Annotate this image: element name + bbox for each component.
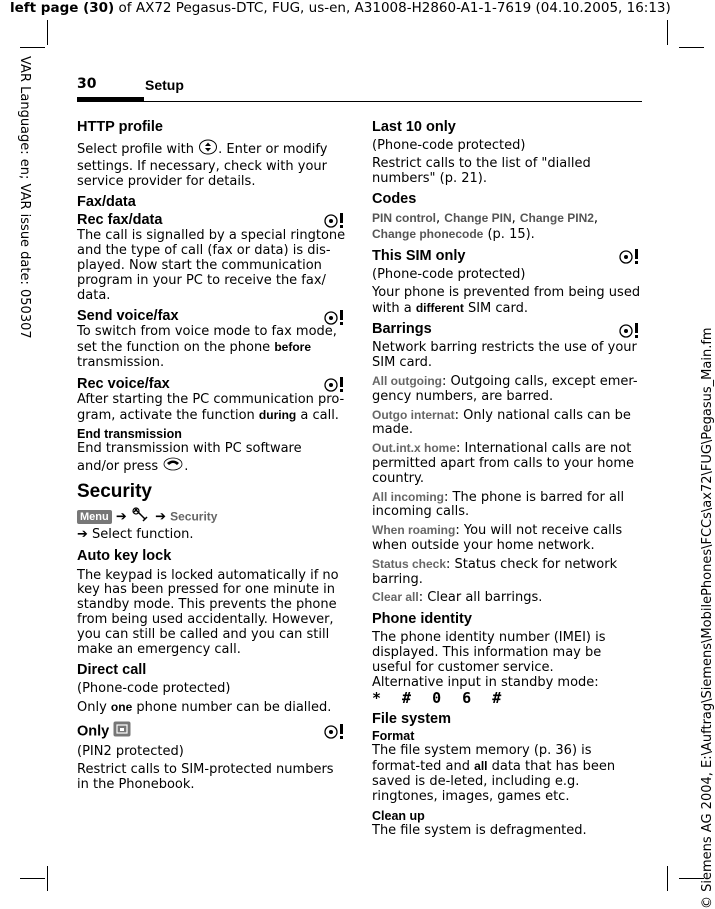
paragraph: After starting the PC communication pro-gram, activate the function during a call.	[77, 391, 345, 423]
barring-item: Clear all: Clear all barrings.	[372, 590, 543, 606]
crop-mark	[47, 866, 48, 891]
paragraph: (Phone-code protected)	[372, 266, 526, 282]
paragraph: Restrict calls to SIM-protected numbers in the Phonebook.	[77, 761, 334, 792]
crop-mark	[679, 47, 704, 48]
paragraph: Only one phone number can be dialled.	[77, 700, 332, 716]
paragraph: The keypad is locked automatically if no key has been pressed for one minute in standby mode. This prevents the phone from being used accidentally. However, you can still be called and you can still make an emergency call.	[77, 567, 339, 657]
heading-format: Format	[372, 729, 415, 744]
right-column	[372, 119, 642, 838]
crop-mark	[20, 878, 45, 879]
heading-this-sim-only: This SIM only	[372, 247, 466, 264]
barring-item: Status check: Status check for network barring.	[372, 556, 618, 587]
heading-codes: Codes	[372, 191, 417, 208]
heading-last-10-only: Last 10 only	[372, 119, 456, 135]
paragraph: Your phone is prevented from being used with a different SIM card.	[372, 284, 641, 316]
sim-card-icon	[113, 721, 131, 742]
nav-key-icon	[198, 139, 218, 160]
crop-mark	[47, 20, 48, 45]
end-call-key-icon	[162, 457, 184, 476]
heading-row	[372, 316, 642, 338]
crop-mark	[667, 20, 668, 45]
barring-item: Out.int.x home: International calls are not permitted apart from calls to your home country.	[372, 441, 635, 486]
barring-item: All outgoing: Outgoing calls, except emer-gency numbers, are barred.	[372, 373, 638, 404]
paragraph: The phone identity number (IMEI) is displayed. This information may be useful for customer service.	[372, 630, 606, 675]
barring-item: Outgo internat: Only national calls can be made.	[372, 407, 631, 438]
heading-row	[77, 211, 347, 229]
paragraph: Restrict calls to the list of "dialled numbers" (p. 21).	[372, 155, 591, 186]
paragraph: Select profile with . Enter or modify settings. If necessary, check with your service provider for details.	[77, 139, 347, 189]
heading-security: Security	[77, 480, 152, 502]
provider-icon	[323, 724, 347, 739]
provider-icon	[618, 249, 642, 264]
heading-rec-fax: Rec fax/data	[77, 212, 163, 229]
paragraph: (PIN2 protected)	[77, 743, 184, 759]
page-number: 30	[77, 76, 97, 92]
paragraph: (Phone-code protected)	[77, 681, 231, 697]
heading-row	[77, 303, 347, 325]
paragraph: (Phone-code protected)	[372, 138, 526, 153]
print-header-info: of AX72 Pegasus-DTC, FUG, us-en, A31008-H2860-A1-1-7619 (04.10.2005, 16:13)	[114, 0, 671, 16]
barring-item: When roaming: You will not receive calls when outside your home network.	[372, 523, 623, 553]
crop-mark	[20, 47, 45, 48]
provider-icon	[323, 213, 347, 228]
print-header	[10, 0, 671, 16]
heading-clean-up: Clean up	[372, 808, 425, 823]
heading-http-profile: HTTP profile	[77, 119, 163, 135]
provider-icon	[323, 377, 347, 392]
heading-phone-identity: Phone identity	[372, 611, 472, 628]
heading-auto-key-lock: Auto key lock	[77, 547, 172, 564]
paragraph: Alternative input in standby mode:	[372, 674, 599, 690]
heading-row	[372, 243, 642, 265]
heading-fax-data: Fax/data	[77, 194, 136, 211]
heading-rec-voice-fax: Rec voice/fax	[77, 375, 170, 392]
heading-direct-call: Direct call	[77, 662, 147, 679]
paragraph: The file system is defragmented.	[372, 822, 587, 838]
paragraph: The file system memory (p. 36) is format-ted and all data that has been saved is de-leted, including e.g. ringtones, images, games etc.	[372, 743, 616, 804]
header-rule	[77, 101, 642, 102]
settings-wrench-icon	[131, 506, 151, 528]
menu-path: Menu ➔ ➔ Security ➔ Select function.	[77, 506, 347, 543]
provider-icon	[618, 322, 642, 337]
heading-end-transmission: End transmission	[77, 427, 182, 442]
paragraph: Network barring restricts the use of your SIM card.	[372, 340, 637, 371]
paragraph: The call is signalled by a special ringtone and the type of call (fax or data) is dis-played. Now start the communication program in your PC to receive the fax/ data.	[77, 228, 346, 303]
paragraph: PIN control, Change PIN, Change PIN2, Change phonecode (p. 15).	[372, 211, 599, 243]
crop-mark	[667, 866, 668, 891]
print-header-page: left page (30)	[10, 0, 115, 16]
heading-row	[77, 721, 347, 742]
running-head: Setup	[145, 77, 184, 93]
heading-file-system: File system	[372, 711, 451, 728]
heading-send-voice-fax: Send voice/fax	[77, 308, 179, 325]
paragraph: To switch from voice mode to fax mode, set the function on the phone before transmission.	[77, 324, 337, 370]
left-column	[77, 119, 347, 792]
heading-barrings: Barrings	[372, 321, 432, 338]
provider-icon	[323, 309, 347, 324]
imei-code: * # 0 6 #	[372, 689, 508, 708]
heading-row	[77, 371, 347, 393]
barring-item: All incoming: The phone is barred for all incoming calls.	[372, 489, 625, 520]
side-note-right: © Siemens AG 2004, E:\Auftrag\Siemens\MobilePhones\FCCs\ax72\FUG\Pegasus_Main.fm	[700, 327, 715, 909]
menu-key-icon: Menu	[77, 510, 112, 524]
heading-only: Only	[77, 721, 131, 742]
paragraph: End transmission with PC software and/or press .	[77, 441, 302, 475]
side-note-left: VAR Language: en; VAR issue date: 050307	[17, 56, 32, 339]
